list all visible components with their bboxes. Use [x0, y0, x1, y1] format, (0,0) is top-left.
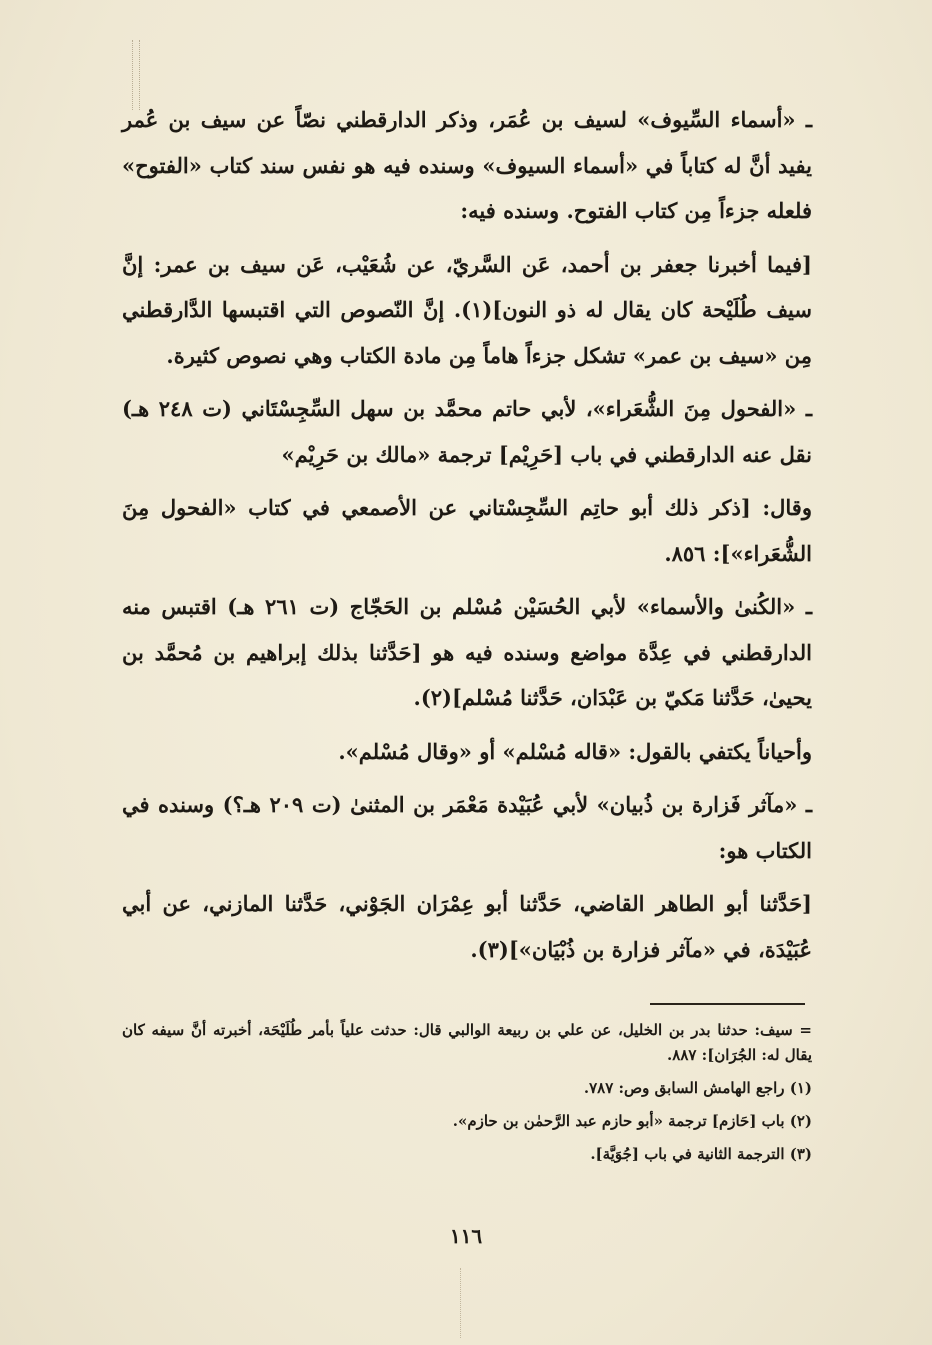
paragraph-muslim-saying: وأحياناً يكتفي بالقول: «قاله مُسْلم» أو «وقال مُسْلم». [338, 738, 812, 764]
paragraph-asma-al-suyuf: ـ «أسماء السِّيوف» لسيف بن عُمَر، وذكر الدارقطني نصّاً عن سيف بن عُمر يفيد أنَّ له كتاباً في «أسماء السيوف» وسنده فيه هو نفس سند كتاب «الفتوح» فلعله جزءاً مِن كتاب الفتوح. وسنده فيه: [122, 107, 812, 223]
footnote-1: (١) راجع الهامش السابق وص: ٧٨٧. [583, 1079, 812, 1097]
paragraph-maathir-fazara: ـ «مآثر فَزارة بن ذُبيان» لأبي عُبَيْدة مَعْمَر بن المثنىٰ (ت ٢٠٩ هـ؟) وسنده في الكتاب هو: [122, 792, 812, 863]
footnotes [122, 1018, 812, 1175]
scan-bottom-mark [460, 1268, 463, 1338]
footnote-continuation: = سيف: حدثنا بدر بن الخليل، عن علي بن ربيعة الوالبي قال: حدثت علياً بأمر طُلَيْحَة، أخبرته أنَّ سيفه كان يقال له: الجُرَان]: ٨٨٧. [122, 1021, 812, 1064]
footnote-3: (٣) الترجمة الثانية في باب [جُوَيَّة]. [590, 1145, 812, 1163]
footnote-2: (٢) باب [حَازم] ترجمة «أبو حازم عبد الرَّحمٰن بن حازم». [452, 1112, 812, 1130]
paragraph-al-kuna: ـ «الكُنىٰ والأسماء» لأبي الحُسَيْن مُسْلم بن الحَجّاج (ت ٢٦١ هـ) اقتبس منه الدارقطني في عِدَّة مواضع وسنده فيه هو [حَدَّثنا بذلك إبراهيم بن مُحمَّد بن يحيىٰ، حَدَّثنا مَكيّ بن عَبْدَان، حَدَّثنا مُسْلم](٢). [122, 594, 812, 710]
footnote-separator [650, 1003, 805, 1005]
paragraph-al-fuhul-quote: وقال: [ذكر ذلك أبو حاتِم السِّجِسْتاني عن الأصمعي في كتاب «الفحول مِنَ الشُّعَراء»]: ٨٥٦. [122, 495, 812, 566]
paragraph-al-fuhul: ـ «الفحول مِنَ الشُّعَراء»، لأبي حاتم محمَّد بن سهل السِّجِسْتَاني (ت ٢٤٨ هـ) نقل عنه الدارقطني في باب [حَرِيْم] ترجمة «مالك بن حَرِيْم» [122, 396, 812, 467]
paragraph-isnad-quote: [فيما أخبرنا جعفر بن أحمد، عَن السَّريّ، عن شُعَيْب، عَن سيف بن عمر: إنَّ سيف طُلَيْحة كان يقال له ذو النون](١). إنَّ النّصوص التي اقتبسها الدَّارقطني مِن «سيف بن عمر» تشكل جزءاً هاماً مِن مادة الكتاب وهي نصوص كثيرة. [122, 251, 812, 368]
page-number: ١١٦ [449, 1224, 483, 1248]
main-text [122, 97, 812, 980]
paragraph-maathir-isnad: [حَدَّثنا أبو الطاهر القاضي، حَدَّثنا أبو عِمْرَان الجَوْني، حَدَّثنا المازني، عن أبي عُبَيْدَة، في «مآثر فزارة بن ذُبْيَان»](٣). [122, 891, 812, 962]
